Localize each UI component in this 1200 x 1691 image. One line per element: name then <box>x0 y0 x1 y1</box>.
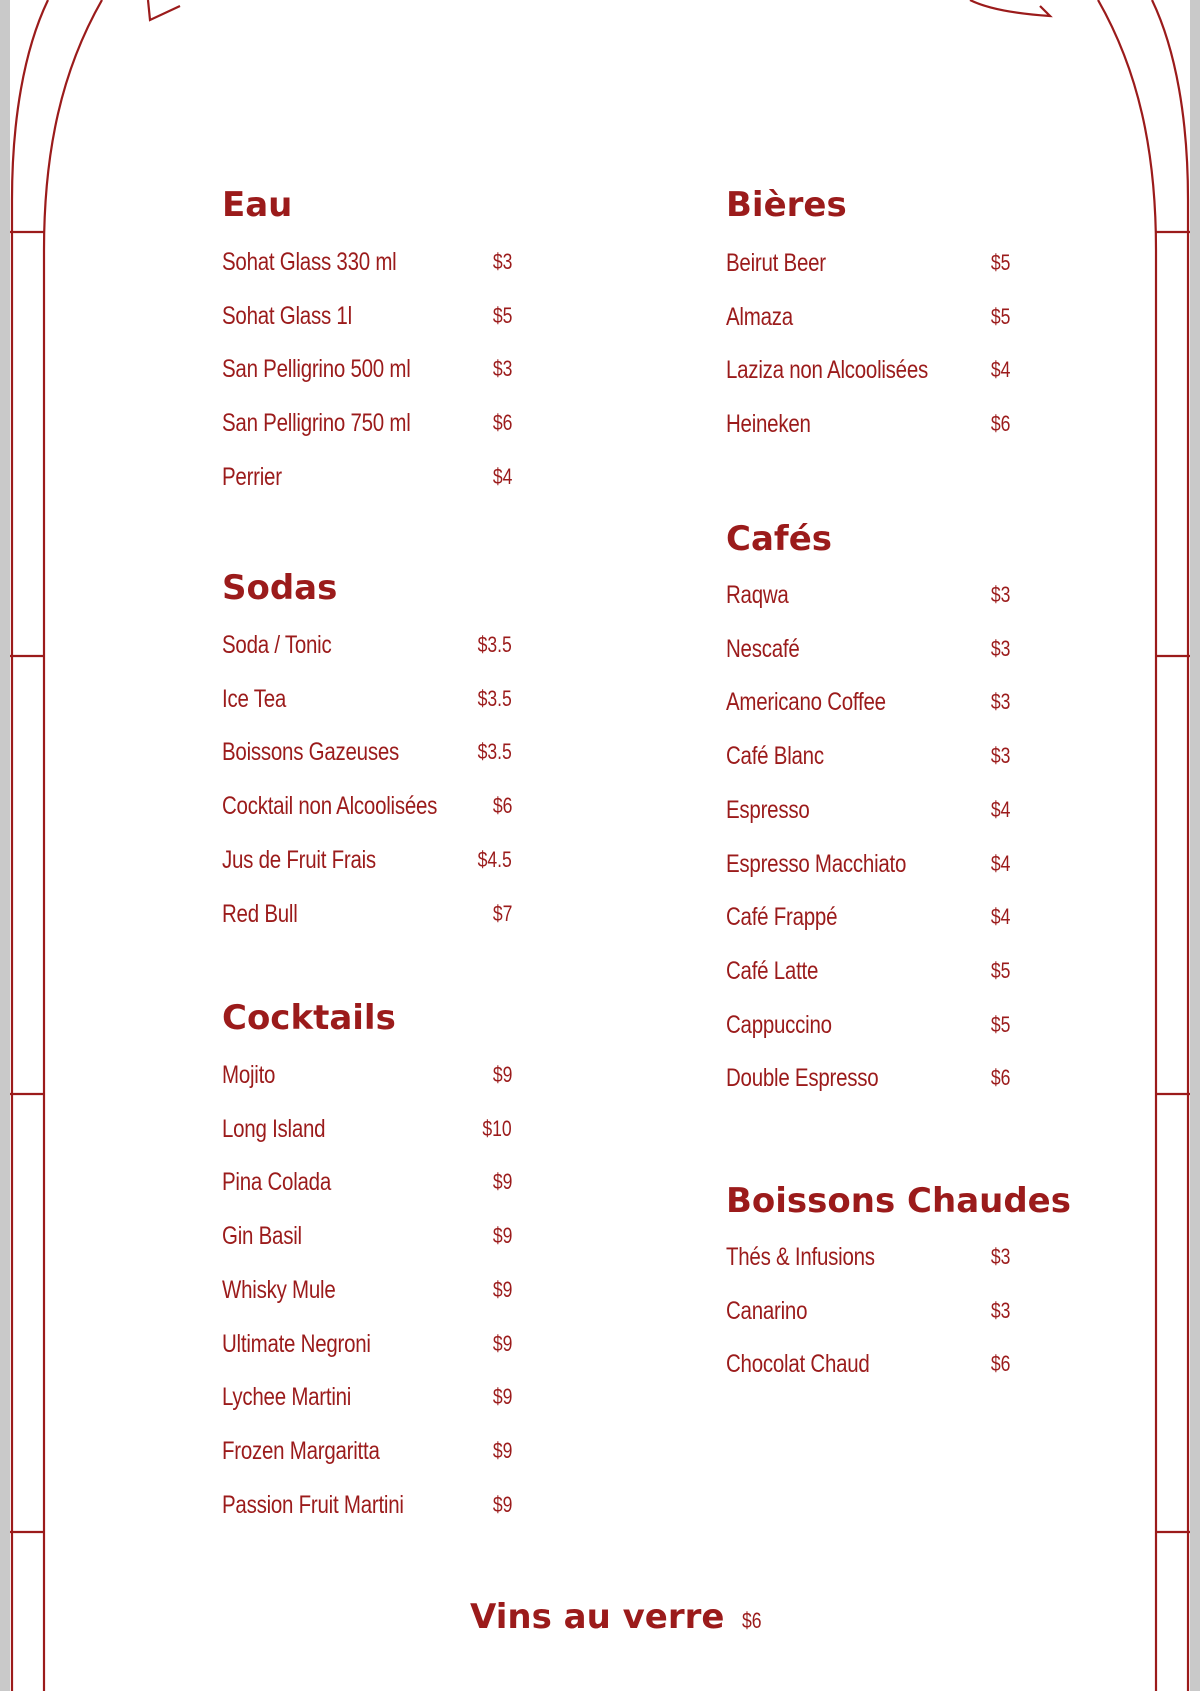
menu-page <box>10 0 1190 1691</box>
item-name: Raqwa <box>726 581 789 609</box>
item-price: $5 <box>990 1011 1010 1037</box>
item-name: Pina Colada <box>222 1168 331 1197</box>
item-price: $4 <box>990 850 1010 876</box>
menu-item <box>726 844 1010 884</box>
item-name: Lychee Martini <box>222 1383 352 1412</box>
item-name: Boissons Gazeuses <box>222 738 400 767</box>
item-price: $9 <box>492 1330 512 1356</box>
menu-item <box>222 1055 512 1095</box>
item-name: Espresso Macchiato <box>726 849 907 878</box>
item-price: $7 <box>492 900 512 926</box>
item-price: $3 <box>492 249 512 274</box>
item-name: Beirut Beer <box>726 249 826 277</box>
item-price: $6 <box>492 793 512 819</box>
menu-item <box>222 894 512 934</box>
item-name: Long Island <box>222 1114 326 1143</box>
menu-item <box>222 1431 512 1471</box>
item-name: Heineken <box>726 410 811 439</box>
item-name: Sohat Glass 1l <box>222 301 352 330</box>
item-price: $4.5 <box>477 846 512 872</box>
item-name: Chocolat Chaud <box>726 1350 870 1379</box>
item-name: Cocktail non Alcoolisées <box>222 792 438 821</box>
item-name: San Pelligrino 750 ml <box>222 409 411 438</box>
menu-item <box>222 1485 512 1525</box>
item-price: $6 <box>990 411 1010 437</box>
item-name: Laziza non Alcoolisées <box>726 356 929 385</box>
item-price: $6 <box>990 1351 1010 1377</box>
item-name: Cappuccino <box>726 1010 832 1039</box>
item-name: Whisky Mule <box>222 1275 336 1304</box>
menu-item <box>222 296 512 336</box>
item-price: $3.5 <box>477 685 512 711</box>
menu-item <box>222 732 512 772</box>
item-price: $4 <box>492 463 512 489</box>
section-title: Eau <box>222 185 293 225</box>
menu-item <box>726 736 1010 776</box>
menu-item <box>726 1237 1010 1277</box>
item-name: Gin Basil <box>222 1222 302 1251</box>
menu-item <box>222 1216 512 1256</box>
menu-item <box>726 1291 1010 1331</box>
menu-item <box>222 349 512 389</box>
menu-item <box>222 625 512 665</box>
item-price: $4 <box>990 796 1010 822</box>
wine-by-glass-price: $6 <box>742 1608 762 1633</box>
item-price: $3 <box>990 1244 1010 1269</box>
section-title: Boissons Chaudes <box>726 1181 1071 1221</box>
section-title: Bières <box>726 185 847 225</box>
item-name: Passion Fruit Martini <box>222 1490 404 1519</box>
item-name: Americano Coffee <box>726 688 886 717</box>
wine-by-glass-title: Vins au verre <box>470 1597 725 1637</box>
item-price: $10 <box>482 1115 512 1141</box>
item-price: $5 <box>990 250 1010 275</box>
item-name: Café Frappé <box>726 903 838 932</box>
item-price: $9 <box>492 1223 512 1249</box>
item-price: $3 <box>990 582 1010 607</box>
item-price: $9 <box>492 1276 512 1302</box>
item-price: $3.5 <box>477 632 512 657</box>
item-price: $3 <box>990 689 1010 715</box>
item-price: $3 <box>990 743 1010 769</box>
item-price: $9 <box>492 1384 512 1410</box>
menu-item <box>726 350 1010 390</box>
menu-item <box>222 1109 512 1149</box>
item-price: $4 <box>990 904 1010 930</box>
item-price: $5 <box>990 957 1010 983</box>
menu-item <box>222 1162 512 1202</box>
item-price: $3.5 <box>477 739 512 765</box>
item-price: $6 <box>492 410 512 436</box>
item-price: $3 <box>990 635 1010 661</box>
menu-item <box>726 682 1010 722</box>
menu-item <box>222 1270 512 1310</box>
section-title: Cafés <box>726 519 832 559</box>
item-name: Soda / Tonic <box>222 631 332 659</box>
menu-item <box>222 242 512 282</box>
item-name: Almaza <box>726 302 793 331</box>
item-price: $9 <box>492 1169 512 1195</box>
menu-item <box>222 457 512 497</box>
item-name: Jus de Fruit Frais <box>222 845 376 874</box>
menu-item <box>726 1344 1010 1384</box>
menu-item <box>726 629 1010 669</box>
item-name: Thés & Infusions <box>726 1243 875 1271</box>
wine-by-glass-line <box>470 1592 830 1642</box>
section-title: Cocktails <box>222 998 396 1038</box>
menu-item <box>222 1324 512 1364</box>
item-name: Café Latte <box>726 956 819 985</box>
decorative-arch-frame <box>10 0 1190 1691</box>
menu-item <box>726 790 1010 830</box>
item-name: Canarino <box>726 1296 808 1325</box>
menu-item <box>726 575 1010 615</box>
item-price: $5 <box>990 303 1010 329</box>
item-name: Frozen Margaritta <box>222 1436 380 1465</box>
item-price: $4 <box>990 357 1010 383</box>
menu-item <box>222 840 512 880</box>
menu-item <box>726 297 1010 337</box>
item-name: Sohat Glass 330 ml <box>222 248 397 276</box>
item-name: Ice Tea <box>222 684 287 713</box>
menu-item <box>726 1005 1010 1045</box>
item-price: $3 <box>990 1297 1010 1323</box>
menu-item <box>222 786 512 826</box>
item-name: Mojito <box>222 1061 276 1089</box>
menu-item <box>222 1377 512 1417</box>
item-name: San Pelligrino 500 ml <box>222 355 411 384</box>
menu-item <box>726 951 1010 991</box>
section-title: Sodas <box>222 568 338 608</box>
item-price: $9 <box>492 1437 512 1463</box>
item-price: $9 <box>492 1062 512 1087</box>
menu-item <box>222 679 512 719</box>
menu-item <box>726 1058 1010 1098</box>
item-name: Perrier <box>222 462 282 491</box>
item-price: $5 <box>492 302 512 328</box>
item-price: $6 <box>990 1065 1010 1091</box>
item-name: Ultimate Negroni <box>222 1329 371 1358</box>
item-name: Espresso <box>726 795 810 824</box>
menu-item <box>726 897 1010 937</box>
item-name: Nescafé <box>726 634 800 663</box>
item-name: Café Blanc <box>726 742 824 771</box>
menu-item <box>726 404 1010 444</box>
item-price: $3 <box>492 356 512 382</box>
menu-item <box>222 403 512 443</box>
item-name: Double Espresso <box>726 1064 879 1093</box>
menu-item <box>726 243 1010 283</box>
item-name: Red Bull <box>222 899 298 928</box>
item-price: $9 <box>492 1491 512 1517</box>
